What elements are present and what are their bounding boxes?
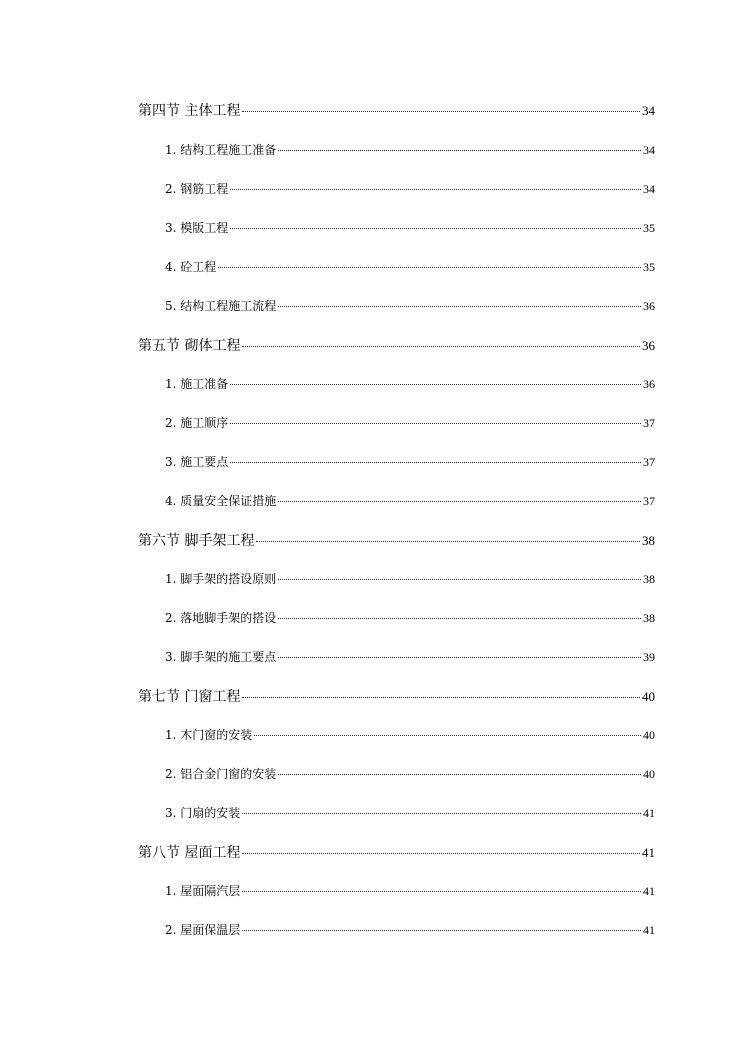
toc-dot-leader: [242, 346, 640, 347]
toc-subsection-entry[interactable]: [165, 921, 655, 938]
toc-dot-leader: [242, 111, 640, 112]
toc-entry-page: 40: [643, 767, 655, 781]
toc-dot-leader: [278, 150, 641, 151]
toc-section-entry[interactable]: [138, 335, 655, 355]
toc-entry-title: 2. 屋面保温层: [165, 923, 241, 937]
toc-entry-title: 3. 门扇的安装: [165, 806, 241, 820]
toc-entry-title: 2. 钢筋工程: [165, 182, 229, 196]
toc-entry-page: 41: [643, 806, 655, 820]
toc-subsection-entry[interactable]: [165, 297, 655, 314]
toc-subsection-entry[interactable]: [165, 882, 655, 899]
toc-section-entry[interactable]: [138, 100, 655, 120]
toc-entry-title: 3. 施工要点: [165, 455, 229, 469]
toc-subsection-entry[interactable]: [165, 609, 655, 626]
toc-dot-leader: [254, 735, 641, 736]
toc-entry-page: 34: [642, 103, 655, 118]
toc-entry-page: 41: [642, 845, 655, 860]
toc-entry-page: 40: [643, 728, 655, 742]
toc-entry-title: 1. 脚手架的搭设原则: [165, 572, 277, 586]
toc-entry-page: 39: [643, 650, 655, 664]
toc-dot-leader: [278, 618, 641, 619]
toc-entry-title: 1. 屋面隔汽层: [165, 884, 241, 898]
toc-subsection-entry[interactable]: [165, 414, 655, 431]
toc-subsection-entry[interactable]: [165, 726, 655, 743]
toc-subsection-entry[interactable]: [165, 648, 655, 665]
toc-dot-leader: [278, 774, 641, 775]
toc-entry-page: 38: [643, 611, 655, 625]
toc-entry-page: 35: [643, 221, 655, 235]
toc-subsection-entry[interactable]: [165, 804, 655, 821]
toc-dot-leader: [278, 657, 641, 658]
toc-section-entry[interactable]: [138, 842, 655, 862]
toc-entry-title: 4. 质量安全保证措施: [165, 494, 277, 508]
toc-dot-leader: [278, 501, 641, 502]
toc-section-entry[interactable]: [138, 530, 655, 550]
toc-dot-leader: [230, 423, 641, 424]
toc-entry-title: 2. 落地脚手架的搭设: [165, 611, 277, 625]
toc-subsection-entry[interactable]: [165, 219, 655, 236]
toc-subsection-entry[interactable]: [165, 765, 655, 782]
toc-dot-leader: [256, 541, 640, 542]
toc-entry-page: 41: [643, 884, 655, 898]
toc-subsection-entry[interactable]: [165, 570, 655, 587]
toc-entry-title: 第七节 门窗工程: [138, 689, 241, 705]
toc-entry-page: 36: [643, 299, 655, 313]
toc-dot-leader: [242, 891, 641, 892]
toc-dot-leader: [230, 384, 641, 385]
toc-entry-title: 第四节 主体工程: [138, 103, 241, 119]
toc-subsection-entry[interactable]: [165, 453, 655, 470]
toc-entry-title: 1. 木门窗的安装: [165, 728, 253, 742]
toc-entry-page: 38: [643, 572, 655, 586]
toc-dot-leader: [218, 267, 641, 268]
toc-dot-leader: [230, 462, 641, 463]
toc-entry-title: 3. 模版工程: [165, 221, 229, 235]
toc-entry-title: 3. 脚手架的施工要点: [165, 650, 277, 664]
toc-dot-leader: [230, 189, 641, 190]
toc-entry-title: 1. 施工准备: [165, 377, 229, 391]
toc-entry-title: 2. 施工顺序: [165, 416, 229, 430]
toc-entry-page: 40: [642, 689, 655, 704]
toc-entry-title: 第五节 砌体工程: [138, 338, 241, 354]
toc-subsection-entry[interactable]: [165, 180, 655, 197]
toc-entry-page: 37: [643, 416, 655, 430]
toc-entry-page: 37: [643, 455, 655, 469]
toc-subsection-entry[interactable]: [165, 492, 655, 509]
toc-entry-title: 5. 结构工程施工流程: [165, 299, 277, 313]
toc-entry-title: 2. 铝合金门窗的安装: [165, 767, 277, 781]
toc-entry-page: 36: [643, 377, 655, 391]
toc-entry-title: 第八节 屋面工程: [138, 845, 241, 861]
toc-dot-leader: [242, 697, 640, 698]
toc-entry-title: 4. 砼工程: [165, 260, 217, 274]
toc-entry-title: 1. 结构工程施工准备: [165, 143, 277, 157]
toc-entry-title: 第六节 脚手架工程: [138, 533, 255, 549]
toc-entry-page: 41: [643, 923, 655, 937]
toc-entry-page: 35: [643, 260, 655, 274]
toc-dot-leader: [242, 813, 641, 814]
toc-dot-leader: [278, 306, 641, 307]
toc-subsection-entry[interactable]: [165, 141, 655, 158]
toc-entry-page: 34: [643, 182, 655, 196]
toc-entry-page: 36: [642, 338, 655, 353]
toc-dot-leader: [278, 579, 641, 580]
toc-dot-leader: [242, 853, 640, 854]
toc-entry-page: 38: [642, 533, 655, 548]
toc-dot-leader: [242, 930, 641, 931]
toc-subsection-entry[interactable]: [165, 375, 655, 392]
toc-entry-page: 34: [643, 143, 655, 157]
toc-section-entry[interactable]: [138, 686, 655, 706]
toc-subsection-entry[interactable]: [165, 258, 655, 275]
toc-entry-page: 37: [643, 494, 655, 508]
toc-dot-leader: [230, 228, 641, 229]
